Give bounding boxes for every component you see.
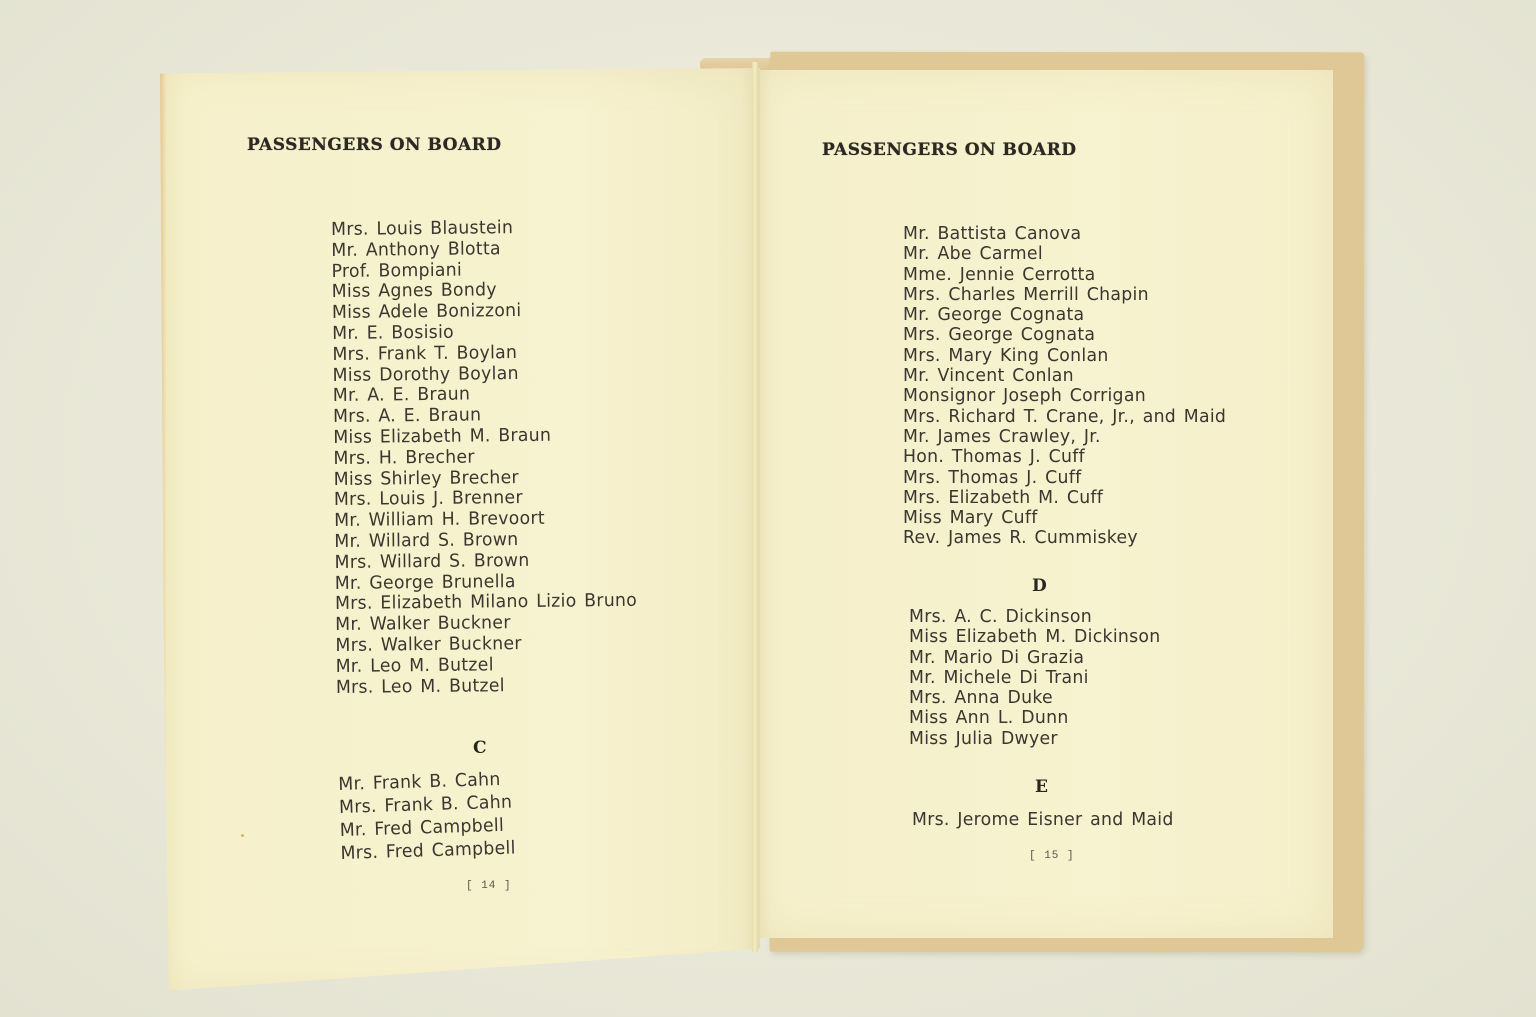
section-letter-c: C: [473, 738, 487, 758]
passenger-name: Mrs. Charles Merrill Chapin: [903, 283, 1149, 305]
passenger-name: Mrs. Elizabeth M. Cuff: [903, 486, 1104, 508]
right-d-names-list: [909, 607, 1171, 749]
passenger-name: Miss Dorothy Boylan: [332, 362, 519, 386]
left-b-names-list: [331, 217, 651, 699]
right-e-names-list: [912, 810, 1185, 830]
passenger-name: Mr. Anthony Blotta: [331, 238, 501, 261]
passenger-name: Mrs. Thomas J. Cuff: [903, 466, 1082, 488]
passenger-name: Mr. Battista Canova: [903, 223, 1082, 244]
paper-speck: [241, 834, 244, 837]
passenger-name: Prof. Bompiani: [331, 259, 463, 282]
passenger-name: Miss Shirley Brecher: [333, 466, 520, 490]
page-number-14: [ 14 ]: [466, 880, 512, 892]
passenger-name: Rev. James R. Cummiskey: [903, 527, 1138, 549]
passenger-name: Mrs. Richard T. Crane, Jr., and Maid: [903, 405, 1227, 427]
passenger-name: Mr. George Brunella: [334, 570, 516, 594]
passenger-name: Mrs. Willard S. Brown: [334, 549, 530, 573]
passenger-name: Monsignor Joseph Corrigan: [903, 385, 1146, 407]
passenger-name: Mr. Vincent Conlan: [903, 365, 1074, 387]
passenger-name: Miss Mary Cuff: [903, 507, 1038, 529]
passenger-name: Mr. James Crawley, Jr.: [903, 425, 1101, 447]
passenger-name: Miss Elizabeth M. Braun: [333, 424, 552, 448]
page-number-15: [ 15 ]: [1029, 850, 1075, 862]
passenger-name: Mr. Walker Buckner: [335, 612, 511, 636]
passenger-name: Mrs. Louis Blaustein: [330, 217, 514, 240]
passenger-name: Mr. Abe Carmel: [903, 243, 1043, 265]
right-page-header: PASSENGERS ON BOARD: [822, 140, 1077, 160]
left-c-names-list: [338, 767, 523, 865]
passenger-name: Mr. A. E. Braun: [332, 383, 471, 407]
passenger-name: Mrs. H. Brecher: [333, 446, 475, 469]
passenger-name: Mr. William H. Brevoort: [334, 507, 546, 532]
passenger-name: Miss Adele Bonizzoni: [331, 300, 522, 324]
passenger-name: Mrs. A. E. Braun: [332, 404, 482, 428]
passenger-name: Mr. Michele Di Trani: [909, 666, 1089, 688]
passenger-name: Mrs. Elizabeth Milano Lizio Bruno: [334, 590, 638, 615]
passenger-name: Mrs. Mary King Conlan: [903, 344, 1109, 366]
left-page-header: PASSENGERS ON BOARD: [247, 135, 502, 155]
passenger-name: Mrs. Frank B. Cahn: [338, 791, 513, 818]
passenger-name: Miss Ann L. Dunn: [909, 707, 1069, 729]
passenger-name: Mr. Frank B. Cahn: [338, 768, 501, 795]
page-gutter: [752, 62, 758, 952]
passenger-name: Mrs. Anna Duke: [909, 687, 1053, 709]
passenger-name: Mrs. Fred Campbell: [340, 837, 516, 864]
passenger-name: Mrs. Frank T. Boylan: [332, 341, 518, 365]
passenger-name: Miss Elizabeth M. Dickinson: [909, 626, 1161, 648]
passenger-name: Mr. Fred Campbell: [339, 814, 505, 841]
right-c-names-list: [903, 224, 1240, 549]
passenger-name: Miss Julia Dwyer: [909, 727, 1058, 749]
passenger-name: Mrs. Walker Buckner: [335, 632, 522, 656]
passenger-name: Mrs. Jerome Eisner and Maid: [912, 809, 1174, 830]
section-letter-d: D: [1032, 576, 1047, 596]
passenger-name: Mme. Jennie Cerrotta: [903, 263, 1096, 285]
passenger-name: Mr. Willard S. Brown: [334, 529, 519, 552]
passenger-name: Mrs. Leo M. Butzel: [335, 674, 505, 698]
passenger-name: Mrs. George Cognata: [903, 324, 1096, 346]
passenger-name: Mrs. Louis J. Brenner: [333, 487, 523, 511]
passenger-name: Hon. Thomas J. Cuff: [903, 446, 1086, 468]
passenger-name: Mr. George Cognata: [903, 304, 1085, 326]
passenger-name: Mr. Mario Di Grazia: [909, 646, 1085, 668]
passenger-name: Mr. Leo M. Butzel: [335, 654, 494, 677]
passenger-name: Mrs. A. C. Dickinson: [909, 606, 1092, 627]
passenger-name: Miss Agnes Bondy: [331, 279, 497, 303]
passenger-name: Mr. E. Bosisio: [332, 321, 455, 344]
section-letter-e: E: [1035, 777, 1048, 797]
